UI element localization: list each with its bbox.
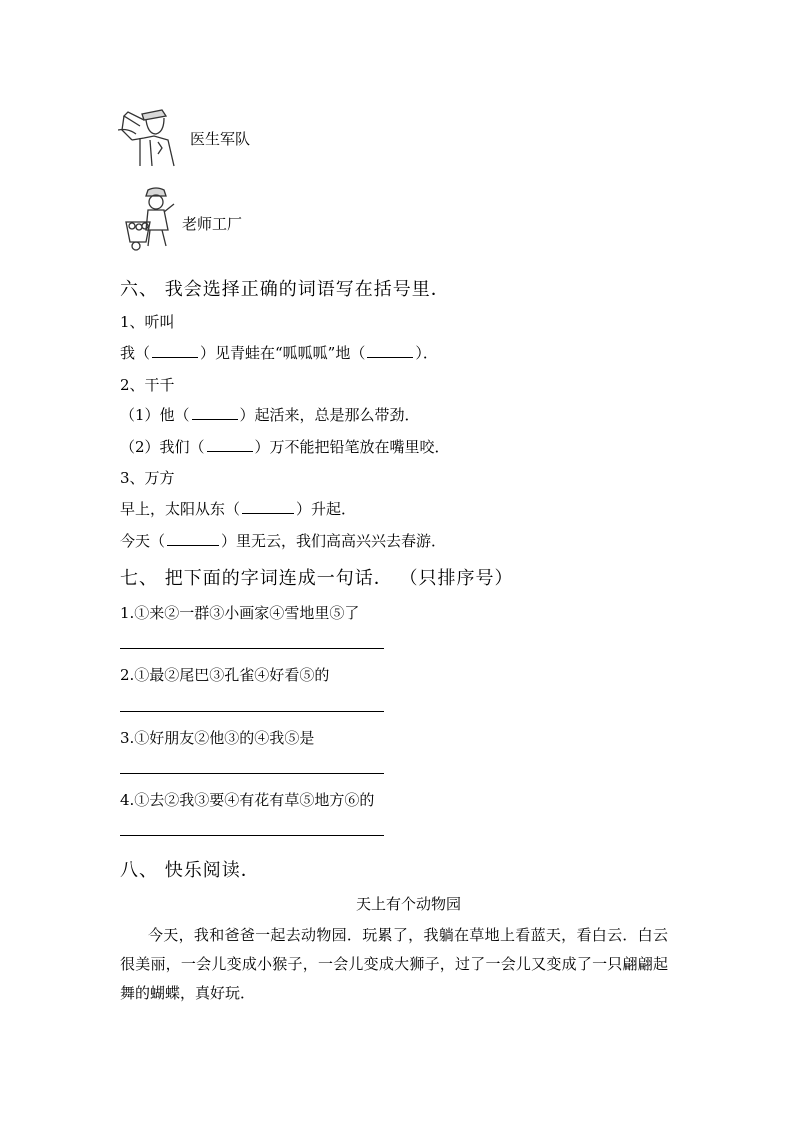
s7-item-2: 2.①最②尾巴③孔雀④好看⑤的 (120, 666, 330, 684)
s6-q2-2-text-a: （2）我们（ (120, 438, 205, 456)
s6-q2-1-text-a: （1）他（ (120, 406, 190, 424)
s6-q3-sentence-2 (120, 530, 446, 551)
s6-q3-2-text-b: ）里无云，我们高高兴兴去春游． (221, 532, 447, 550)
section-7-heading: 七、 把下面的字词连成一句话． （只排序号） (120, 568, 514, 589)
s7-answer-line-3[interactable] (120, 773, 384, 774)
s6-q3-title: 3、万方 (120, 469, 175, 487)
reading-paragraph-text: 今天，我和爸爸一起去动物园．玩累了，我躺在草地上看蓝天，看白云．白云很美丽，一会儿变成小猴子，一会儿变成大狮子，过了一会儿又变成了一只翩翩起舞的蝴蝶，真好玩． (120, 926, 668, 1002)
s6-q2-sentence-1 (120, 404, 420, 425)
matching-item-2-label: 老师工厂 (182, 215, 243, 233)
worker-illustration (122, 186, 178, 252)
reading-paragraph (120, 921, 668, 1008)
s6-q1-text-c: ）． (415, 344, 438, 362)
s6-q3-1-blank[interactable] (242, 501, 294, 514)
s6-q3-1-text-a: 早上，太阳从东（ (120, 500, 241, 518)
s6-q1-sentence (120, 342, 438, 363)
reading-title: 天上有个动物园 (356, 895, 462, 913)
s7-answer-line-1[interactable] (120, 648, 384, 649)
s6-q1-blank-1[interactable] (152, 345, 198, 358)
section-8-heading: 八、 快乐阅读． (120, 860, 260, 881)
s6-q2-title: 2、干千 (120, 376, 175, 394)
s7-item-3: 3.①好朋友②他③的④我⑤是 (120, 729, 315, 747)
matching-item-1-label: 医生军队 (190, 130, 251, 148)
s6-q2-2-text-b: ）万不能把铅笔放在嘴里咬． (254, 438, 450, 456)
s7-item-4: 4.①去②我③要④有花有草⑤地方⑥的 (120, 791, 375, 809)
s6-q3-1-text-b: ）升起． (296, 500, 357, 518)
s6-q3-2-blank[interactable] (167, 533, 219, 546)
s6-q1-blank-2[interactable] (367, 345, 413, 358)
s7-item-1: 1.①来②一群③小画家④雪地里⑤了 (120, 604, 360, 622)
s6-q2-sentence-2 (120, 436, 450, 457)
section-6-heading: 六、 我会选择正确的词语写在括号里． (120, 279, 450, 300)
s7-answer-line-4[interactable] (120, 835, 384, 836)
s6-q2-1-blank[interactable] (192, 407, 238, 420)
s6-q3-2-text-a: 今天（ (120, 532, 166, 550)
s6-q2-1-text-b: ）起活来，总是那么带劲． (239, 406, 420, 424)
s6-q1-title: 1、听叫 (120, 313, 175, 331)
s6-q1-text-a: 我（ (120, 344, 151, 362)
s6-q3-sentence-1 (120, 498, 356, 519)
s7-answer-line-2[interactable] (120, 711, 384, 712)
s6-q2-2-blank[interactable] (207, 439, 253, 452)
soldier-illustration (118, 100, 184, 168)
s6-q1-text-b: ）见青蛙在“呱呱呱”地（ (200, 344, 366, 362)
